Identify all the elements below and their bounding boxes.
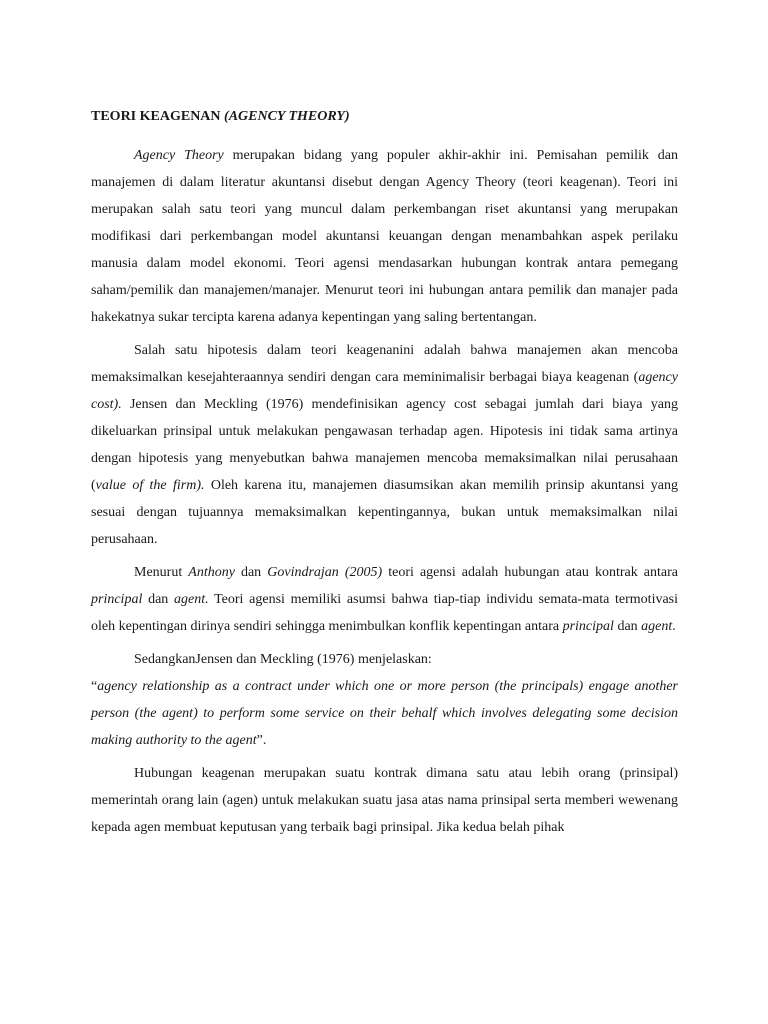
p3-d: Govindrajan (2005) <box>267 565 383 580</box>
title-italic: (AGENCY THEORY) <box>224 109 350 124</box>
quote-text: agency relationship as a contract under which one or more person (the principals) engage another person (the agent) to perform some service on their behalf which involves delegating some decision making authority to the agent <box>91 679 678 748</box>
p3-l: agent <box>641 619 673 634</box>
p2-a: Salah satu hipotesis dalam teori keagenanini adalah bahwa manajemen akan mencoba memaksimalkan kesejahteraannya sendiri dengan cara meminimalisir berbagai biaya keagenan ( <box>91 343 678 385</box>
paragraph-agency-theory-intro <box>91 142 678 331</box>
p3-m: . <box>672 619 676 634</box>
p3-e: teori agensi adalah hubungan atau kontrak antara <box>382 565 678 580</box>
p3-j: principal <box>562 619 614 634</box>
p3-g: dan <box>142 592 175 607</box>
title-main: TEORI KEAGENAN <box>91 109 225 124</box>
p5-text: Hubungan keagenan merupakan suatu kontrak dimana satu atau lebih orang (prinsipal) memerintah orang lain (agen) untuk melakukan suatu jasa atas nama prinsipal serta memberi wewenang kepada agen membuat keputusan yang terbaik bagi prinsipal. Jika kedua belah pihak <box>91 766 678 835</box>
paragraph-agency-relationship <box>91 760 678 841</box>
paragraph-hypothesis <box>91 337 678 553</box>
open-quote: “ <box>91 679 98 694</box>
document-page <box>91 104 678 847</box>
p3-c: dan <box>234 565 268 580</box>
block-quote <box>91 673 678 754</box>
p3-f: principal <box>91 592 143 607</box>
document-title <box>91 104 678 130</box>
p3-k: dan <box>613 619 642 634</box>
paragraph-anthony-govindrajan <box>91 559 678 640</box>
p2-d: value of the firm). <box>95 478 205 493</box>
p3-b: Anthony <box>188 565 235 580</box>
p2-e: Oleh karena itu, manajemen diasumsikan akan memilih prinsip akuntansi yang sesuai dengan tujuannya memaksimalkan kepentingannya, bukan untuk memaksimalkan nilai perusahaan. <box>91 478 679 547</box>
p2-c: Jensen dan Meckling (1976) mendefinisikan agency cost sebagai jumlah dari biaya yang dikeluarkan prinsipal untuk melakukan pengawasan terhadap agen. Hipotesis ini tidak sama artinya dengan hipotesis yang menyebutkan bahwa manajemen mencoba memaksimalkan nilai perusahaan ( <box>91 397 678 493</box>
p1-text: merupakan bidang yang populer akhir-akhir ini. Pemisahan pemilik dan manajemen di dalam literatur akuntansi disebut dengan Agency Theory (teori keagenan). Teori ini merupakan salah satu teori yang muncul dalam perkembangan riset akuntansi yang merupakan modifikasi dari perkembangan model akuntansi keuangan dengan menambahkan aspek perilaku manusia dalam model ekonomi. Teori agensi mendasarkan hubungan kontrak antara pemegang saham/pemilik dan manajemen/manajer. Menurut teori ini hubungan antara pemilik dan manajer pada hakekatnya sukar tercipta karena adanya kepentingan yang saling bertentangan. <box>91 148 678 325</box>
p3-h: agent. <box>174 592 209 607</box>
p1-italic-start: Agency Theory <box>134 148 224 163</box>
p3-i: Teori agensi memiliki asumsi bahwa tiap-tiap individu semata-mata termotivasi oleh kepentingan dirinya sendiri sehingga menimbulkan konflik kepentingan antara <box>91 592 679 634</box>
p2-b: agency cost). <box>91 370 678 412</box>
p3-a: Menurut <box>134 565 189 580</box>
close-quote: ”. <box>256 733 267 748</box>
quote-intro: SedangkanJensen dan Meckling (1976) menjelaskan: <box>134 652 432 667</box>
